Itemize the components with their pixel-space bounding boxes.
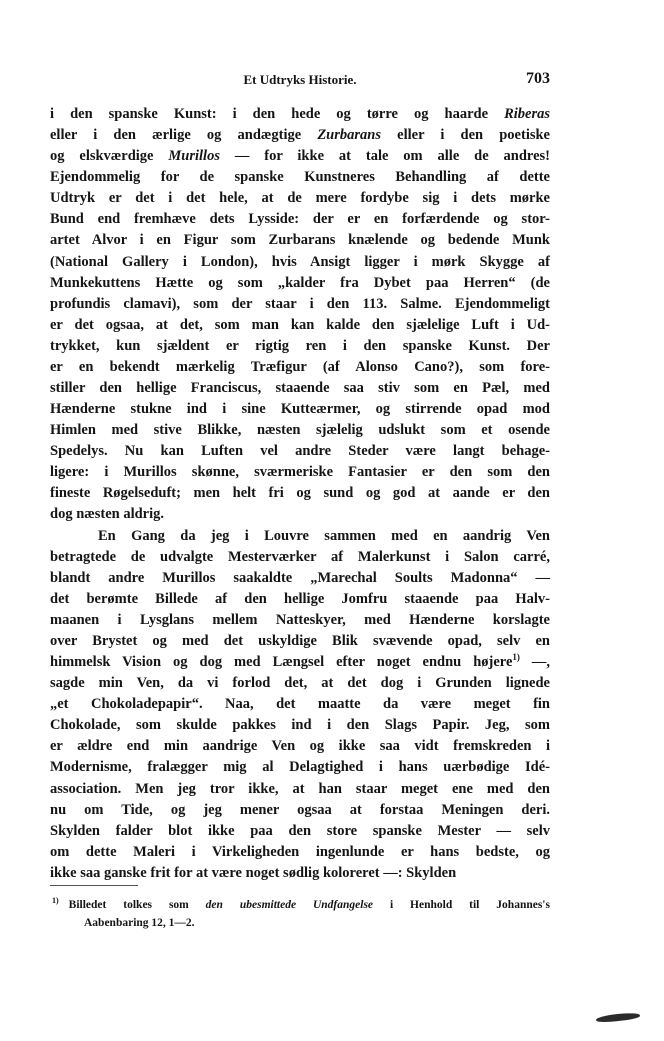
text-line [50, 631, 550, 652]
text-run: eller i den poetiske [381, 127, 550, 144]
text-run: trykket, kun sjældent er rigtig ren i den spanske Kunst. Der [50, 337, 550, 354]
text-run: (National Gallery i London), hvis Ansigt ligger i mørk Skygge af [50, 253, 550, 270]
text-run: Chokolade, som skulde pakkes ind i den Slags Papir. Jeg, som [50, 717, 550, 734]
text-run: og elskværdige [50, 148, 169, 165]
text-run: Ejendommelig for de spanske Kunstneres Behandling af dette [50, 169, 550, 186]
text-run: er ældre end min aandrige Ven og ikke saa vidt fremskreden i [50, 738, 550, 755]
text-line [50, 526, 550, 547]
footnote-reference: 1) [512, 652, 520, 663]
text-run: En Gang da jeg i Louvre sammen med en aandrig Ven [98, 527, 550, 544]
text-run: ligere: i Murillos skønne, sværmeriske Fantasier er den som den [50, 464, 550, 481]
text-line [50, 209, 550, 230]
text-run: i den spanske Kunst: i den hede og tørre og haarde [50, 106, 505, 122]
footnote-text: i Henhold til Johannes's [373, 899, 550, 911]
ink-smudge [596, 1012, 640, 1024]
footnote-text: Billedet tolkes som [68, 899, 206, 911]
text-line [50, 652, 550, 673]
footnote-emphasis: den ubesmittede Undfangelse [205, 899, 374, 911]
emphasized-name: Riberas [504, 106, 550, 122]
footnote-marker: 1) [52, 896, 59, 906]
text-run: —, [519, 654, 550, 671]
text-line [50, 821, 550, 842]
text-line [50, 757, 550, 778]
text-run: ikke saa ganske frit for at være noget sødlig koloreret —: Skylden [50, 864, 457, 881]
text-line [50, 694, 550, 715]
text-line [50, 336, 550, 357]
text-line [50, 736, 550, 757]
text-run: dog næsten aldrig. [50, 506, 165, 523]
text-run: himmelsk Vision og dog med Længsel efter noget endnu højere [50, 654, 513, 671]
text-line [50, 441, 550, 462]
footnote-line: Aabenbaring 12, 1—2. [84, 917, 195, 929]
page-number: 703 [526, 70, 550, 87]
text-line [50, 188, 550, 209]
text-run: over Brystet og med det uskyldige Blik svævende opad, selv en [50, 632, 550, 649]
text-line [50, 779, 550, 800]
text-run: Skylden falder blot ikke paa den store spanske Mester — selv [50, 822, 550, 839]
text-line [50, 673, 550, 694]
footnote-rule [50, 885, 138, 886]
page-header [50, 70, 550, 90]
text-line [50, 547, 550, 568]
text-run: artet Alvor i en Figur som Zurbarans knælende og bedende Munk [50, 232, 550, 249]
text-line [50, 483, 550, 504]
text-line [50, 357, 550, 378]
text-line [50, 273, 550, 294]
text-run: Bund end fremhæve dets Lysside: der er en forfærdende og stor- [50, 211, 550, 228]
text-line [50, 863, 550, 884]
text-line [50, 252, 550, 273]
text-line [50, 504, 550, 525]
text-run: profundis clamavi), som der staar i den 113. Salme. Ejendommeligt [50, 295, 550, 312]
text-line [50, 378, 550, 399]
text-run: Udtryk er det i det hele, at de mere fordybe sig i dets mørke [50, 190, 550, 207]
text-run: om dette Maleri i Virkeligheden ingenlunde er hans bedste, og [50, 843, 550, 860]
text-run: stiller den hellige Franciscus, staaende saa stiv som en Pæl, med [50, 380, 550, 397]
text-line [50, 146, 550, 167]
text-run: association. Men jeg tror ikke, at han staar meget ene med den [50, 780, 550, 797]
text-run: Hænderne stukne ind i sine Kutteærmer, og stirrende opad mod [50, 401, 550, 418]
text-line [50, 462, 550, 483]
text-line [50, 315, 550, 336]
text-run: betragtede de udvalgte Mesterværker af Malerkunst i Salon carré, [50, 548, 550, 565]
text-run: blandt andre Murillos saakaldte „Marechal Soults Madonna“ — [50, 569, 550, 586]
text-run: — for ikke at tale om alle de andres! [219, 148, 550, 165]
text-line [50, 568, 550, 589]
text-run: Spedelys. Nu kan Luften vel andre Steder være langt behage- [50, 443, 550, 460]
text-line [50, 842, 550, 863]
text-run: det berømte Billede af den hellige Jomfru staaende paa Halv- [50, 590, 550, 607]
text-line [50, 230, 550, 251]
text-line [50, 104, 550, 125]
text-run: Himlen med stive Blikke, næsten sjælelig udslukt som et osende [50, 422, 550, 439]
text-run: Modernisme, fralægger mig al Delagtighed i hans uærbødige Idé- [50, 759, 550, 776]
text-line [50, 610, 550, 631]
footnote-line [50, 896, 550, 914]
text-run: Munkekuttens Hætte og som „kalder fra Dybet paa Herren“ (de [50, 274, 550, 291]
text-line [50, 294, 550, 315]
text-run: „et Chokoladepapir“. Naa, det maatte da være meget fin [50, 696, 550, 713]
body-text [50, 104, 550, 884]
text-line [50, 800, 550, 821]
text-run: fineste Røgelseduft; men helt fri og sund og god at aande er den [50, 485, 550, 502]
text-line [50, 420, 550, 441]
text-run: maanen i Lysglans mellem Natteskyer, med Hænderne korslagte [50, 611, 550, 628]
text-run: nu om Tide, og jeg mener ogsaa at forstaa Meningen deri. [50, 801, 550, 818]
text-run: eller i den ærlige og andægtige [50, 127, 318, 144]
text-run: sagde min Ven, da vi forlod det, at det dog i Grunden lignede [50, 675, 550, 692]
text-line [50, 125, 550, 146]
text-run: er det ogsaa, at det, som man kan kalde den sjælelige Luft i Ud- [50, 316, 550, 333]
text-line [50, 715, 550, 736]
text-line [50, 167, 550, 188]
text-line [50, 399, 550, 420]
emphasized-name: Zurbarans [317, 127, 381, 144]
text-line [50, 589, 550, 610]
running-title: Et Udtryks Historie. [243, 72, 357, 87]
emphasized-name: Murillos [168, 148, 220, 165]
text-run: er en bekendt mærkelig Træfigur (af Alonso Cano?), som fore- [50, 358, 550, 375]
footnote [50, 896, 550, 932]
